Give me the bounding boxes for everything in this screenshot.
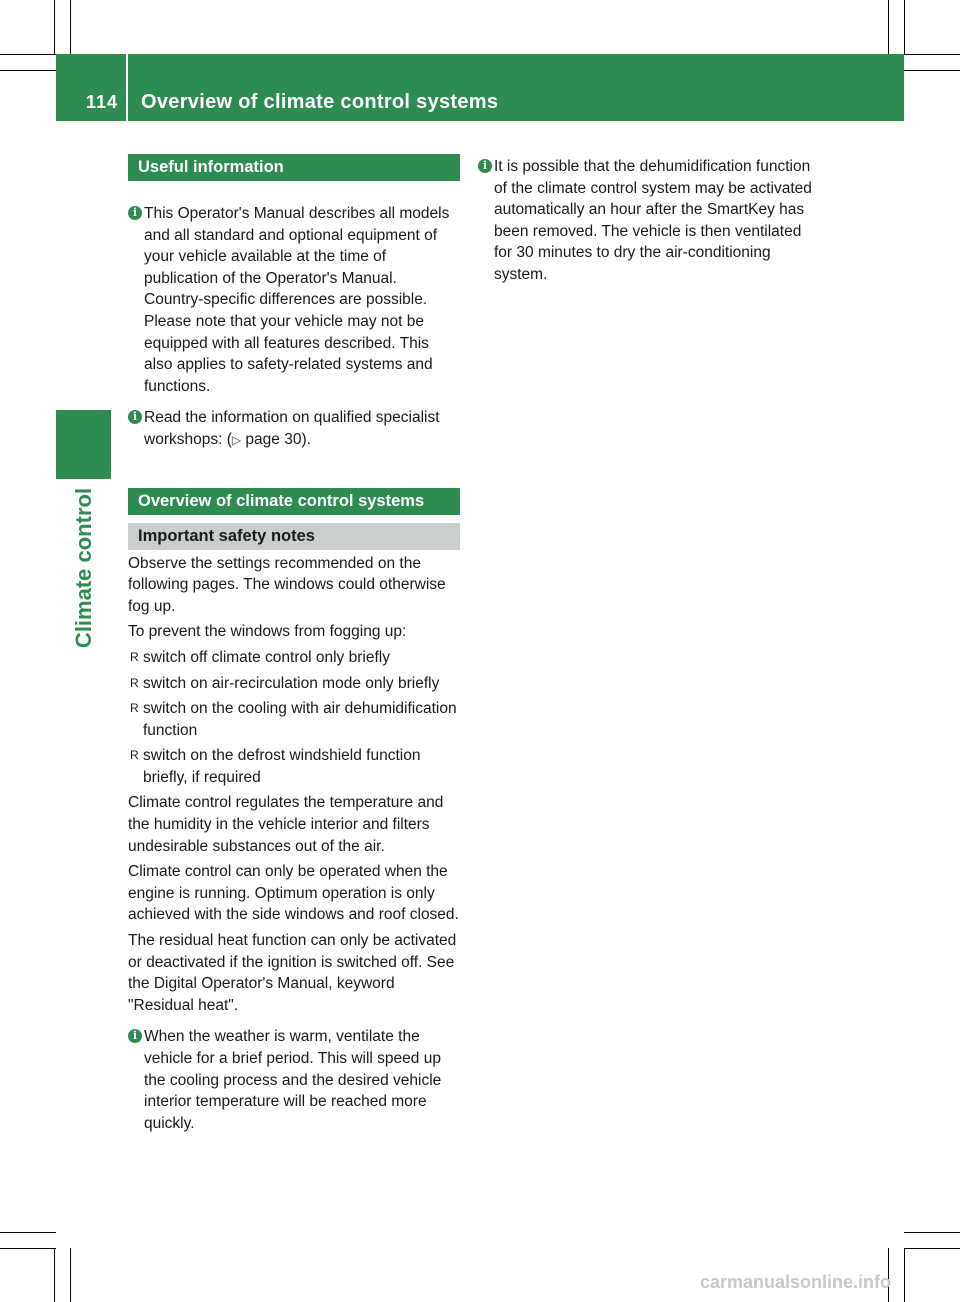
paragraph: Observe the settings recommended on the following pages. The windows could otherwise fog up. (128, 554, 446, 615)
crop-mark (0, 54, 56, 55)
paragraph: Climate control regulates the temperature and the humidity in the vehicle interior and filters undesirable substances out of the air. (128, 794, 444, 855)
page-reference-text[interactable]: page 30). (241, 430, 311, 448)
bullet-text: switch off climate control only briefly (143, 648, 390, 666)
crop-mark (54, 0, 55, 54)
info-note (128, 1026, 460, 1134)
section-heading-useful-information: Useful information (128, 154, 460, 181)
section-heading-overview: Overview of climate control systems (128, 488, 460, 515)
watermark-text: carmanualsonline.info (700, 1272, 892, 1292)
crop-mark (904, 70, 960, 71)
crop-mark (0, 1248, 56, 1249)
info-icon: i (128, 206, 142, 220)
bullet-mark: R (130, 649, 139, 664)
side-tab-label: Climate control (71, 487, 96, 649)
bullet-mark: R (130, 748, 139, 763)
crop-mark (70, 0, 71, 54)
paragraph: To prevent the windows from fogging up: (128, 623, 407, 641)
info-note (128, 407, 460, 451)
info-note (128, 203, 460, 397)
bullet-item (128, 698, 460, 741)
page-title: Overview of climate control systems (141, 91, 499, 113)
bullet-text: switch on the cooling with air dehumidification function (143, 700, 457, 739)
subsection-heading-safety-notes: Important safety notes (128, 523, 460, 550)
header-divider (126, 54, 128, 121)
right-column (478, 154, 818, 286)
bullet-item (128, 673, 460, 695)
crop-mark (904, 1248, 905, 1302)
info-note (478, 156, 818, 286)
bullet-text: switch on air-recirculation mode only briefly (143, 674, 440, 692)
info-icon: i (128, 1029, 142, 1043)
info-note-text: It is possible that the dehumidification function of the climate control system may be activated automatically an hour after the SmartKey has been removed. The vehicle is then ventilated for 30 minutes to dry the air-conditioning system. (494, 158, 812, 283)
crop-mark (888, 0, 889, 54)
crop-mark (0, 70, 56, 71)
bullet-mark: R (130, 675, 139, 690)
bullet-item (128, 647, 460, 669)
page-number: 114 (86, 92, 119, 112)
info-note-text: When the weather is warm, ventilate the vehicle for a brief period. This will speed up the cooling process and the desired vehicle interior temperature will be reached more quickly. (144, 1028, 442, 1132)
info-icon: i (128, 410, 142, 424)
page-reference-arrow-icon[interactable]: ▷ (231, 432, 242, 447)
crop-mark (54, 1248, 55, 1302)
bullet-item (128, 745, 460, 788)
paragraph: Climate control can only be operated when the engine is running. Optimum operation is only achieved with the side windows and roof closed. (128, 863, 459, 924)
crop-mark (904, 1232, 960, 1233)
paragraph: The residual heat function can only be activated or deactivated if the ignition is switched off. See the Digital Operator's Manual, keyword "Residual heat". (128, 932, 457, 1014)
bullet-text: switch on the defrost windshield function briefly, if required (143, 747, 421, 786)
crop-mark (70, 1248, 71, 1302)
crop-mark (904, 54, 960, 55)
info-icon: i (478, 159, 492, 173)
side-tab-block (56, 410, 111, 479)
crop-mark (904, 1248, 960, 1249)
crop-mark (904, 0, 905, 54)
left-column (128, 154, 460, 1134)
bullet-mark: R (130, 701, 139, 716)
info-note-text: This Operator's Manual describes all models and all standard and optional equipment of your vehicle available at the time of publication of the Operator's Manual. Country-specific differences are possible. Please note that your vehicle may not be equipped with all features described. This also applies to safety-related systems and functions. (144, 205, 450, 395)
info-note-text: Read the information on qualified specialist workshops: ( (144, 409, 440, 448)
crop-mark (0, 1232, 56, 1233)
